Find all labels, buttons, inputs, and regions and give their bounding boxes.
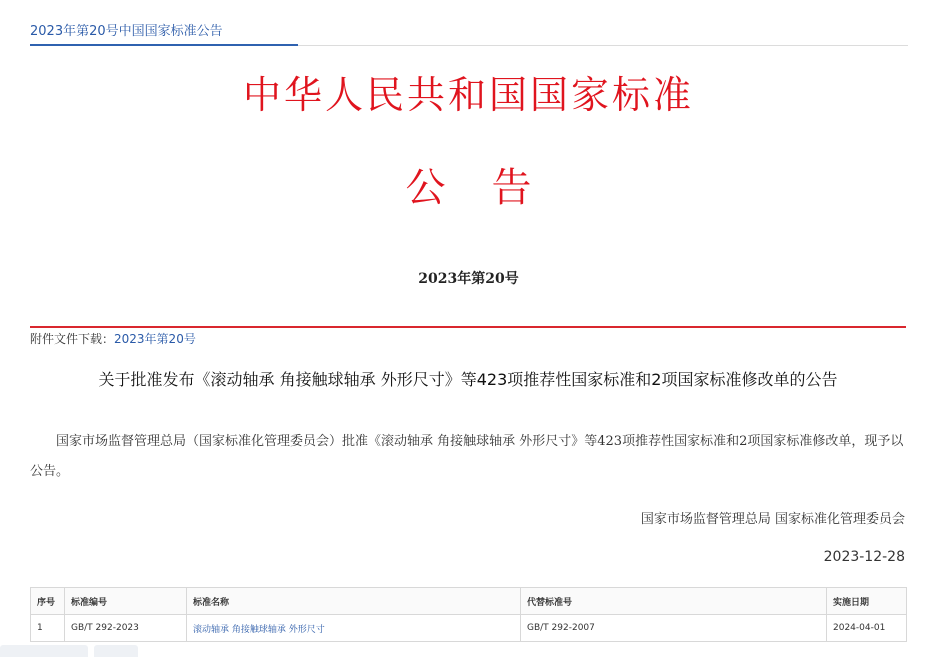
column-header-replaced-std: 代替标准号 [521, 588, 827, 615]
document-title: 关于批准发布《滚动轴承 角接触球轴承 外形尺寸》等423项推荐性国家标准和2项国家标准修改单的公告 [98, 370, 838, 389]
bottom-tab-2[interactable] [94, 645, 138, 657]
red-divider [30, 326, 906, 328]
column-header-effective-date: 实施日期 [827, 588, 907, 615]
attachment-label: 附件文件下载： [30, 332, 115, 346]
breadcrumb[interactable]: 2023年第20号中国国家标准公告 [30, 24, 223, 39]
issue-number: 2023年第20号 [418, 271, 519, 287]
document-date: 2023-12-28 [823, 549, 905, 565]
masthead-subtitle: 公告 [405, 165, 578, 211]
table-header-row [31, 588, 907, 615]
column-header-seq: 序号 [31, 588, 65, 615]
cell-std-number: GB/T 292-2023 [65, 615, 187, 642]
breadcrumb-underline [30, 44, 298, 46]
cell-std-name-link[interactable]: 滚动轴承 角接触球轴承 外形尺寸 [187, 615, 521, 642]
cell-effective-date: 2024-04-01 [827, 615, 907, 642]
standards-table [30, 587, 907, 642]
cell-replaced-std: GB/T 292-2007 [521, 615, 827, 642]
document-signatory: 国家市场监督管理总局 国家标准化管理委员会 [640, 512, 905, 527]
cell-seq: 1 [31, 615, 65, 642]
table-row [31, 615, 907, 642]
attachment-line [30, 330, 196, 347]
attachment-download-link[interactable]: 2023年第20号 [114, 332, 196, 346]
bottom-tab-1[interactable] [0, 645, 88, 657]
column-header-std-number: 标准编号 [65, 588, 187, 615]
column-header-std-name: 标准名称 [187, 588, 521, 615]
header-divider [298, 45, 908, 46]
masthead-title: 中华人民共和国国家标准 [242, 73, 694, 117]
document-body: 国家市场监督管理总局（国家标准化管理委员会）批准《滚动轴承 角接触球轴承 外形尺寸》等423项推荐性国家标准和2项国家标准修改单，现予以公告。 [30, 434, 904, 479]
